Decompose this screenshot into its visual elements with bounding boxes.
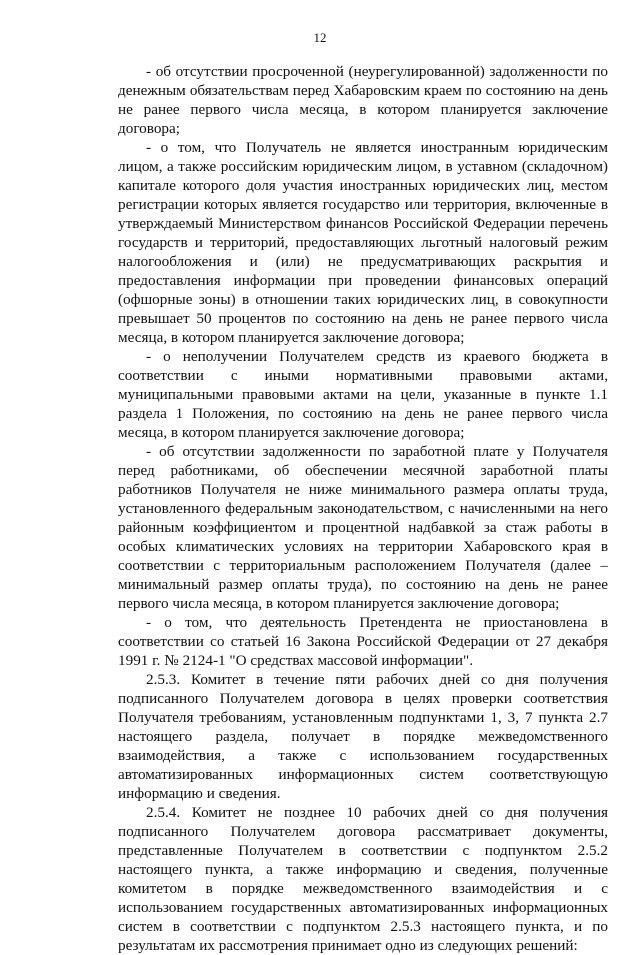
paragraph-foreign-entity: - о том, что Получатель не является иностранным юридическим лицом, а также российским юридическим лицом, в уставном (складочном) капитале которого доля участия иностранных юридических лиц, местом регистрации которых является государство или территория, включенные в утверждаемый Министерством финансов Российской Федерации перечень государств и территорий, предоставляющих льготный налоговый режим налогообложения и (или) не предусматривающих раскрытия и предоставления информации при проведении финансовых операций (офшорные зоны) в отношении таких юридических лиц, в совокупности превышает 50 процентов по состоянию на день не ранее первого числа месяца, в котором планируется заключение договора; xyxy=(118,139,608,346)
page-number: 12 xyxy=(313,30,327,45)
paragraph-2-5-4: 2.5.4. Комитет не позднее 10 рабочих дней со дня получения подписанного Получателем договора рассматривает документы, представленные Получателем в соответствии с подпунктом 2.5.2 настоящего пункта, а также информацию и сведения, полученные комитетом в порядке межведомственного взаимодействия и с использованием государственных автоматизированных информационных систем в соответствии с подпунктом 2.5.3 настоящего пункта, и по результатам их рассмотрения принимает одно из следующих решений: xyxy=(118,804,608,954)
paragraph-activity-not-suspended: - о том, что деятельность Претендента не приостановлена в соответствии со статьей 16 Закона Российской Федерации от 27 декабря 1991 г. № 2124-1 "О средствах массовой информации". xyxy=(118,614,608,669)
paragraph-no-budget-funds: - о неполучении Получателем средств из краевого бюджета в соответствии с иными нормативными правовыми актами, муниципальными правовыми актами на цели, указанные в пункте 1.1 раздела 1 Положения, по состоянию на день не ранее первого числа месяца, в котором планируется заключение договора; xyxy=(118,348,608,441)
document-body xyxy=(118,62,608,955)
paragraph-salary-debt: - об отсутствии задолженности по заработной плате у Получателя перед работниками, об обеспечении месячной заработной платы работников Получателя не ниже минимального размера оплаты труда, установленного федеральным законодательством, с начисленными на него районным коэффициентом и процентной надбавкой за стаж работы в особых климатических условиях на территории Хабаровского края в соответствии с территориальным расположением Получателя (далее – минимальный размер оплаты труда), по состоянию на день не ранее первого числа месяца, в котором планируется заключение договора; xyxy=(118,443,608,612)
paragraph-debt-absence: - об отсутствии просроченной (неурегулированной) задолженности по денежным обязательствам перед Хабаровским краем по состоянию на день не ранее первого числа месяца, в котором планируется заключение договора; xyxy=(118,63,608,137)
paragraph-2-5-3: 2.5.3. Комитет в течение пяти рабочих дней со дня получения подписанного Получателем договора в целях проверки соответствия Получателя требованиям, установленным подпунктами 1, 3, 7 пункта 2.7 настоящего раздела, получает в порядке межведомственного взаимодействия, а также с использованием государственных автоматизированных информационных систем соответствующую информацию и сведения. xyxy=(118,671,608,802)
